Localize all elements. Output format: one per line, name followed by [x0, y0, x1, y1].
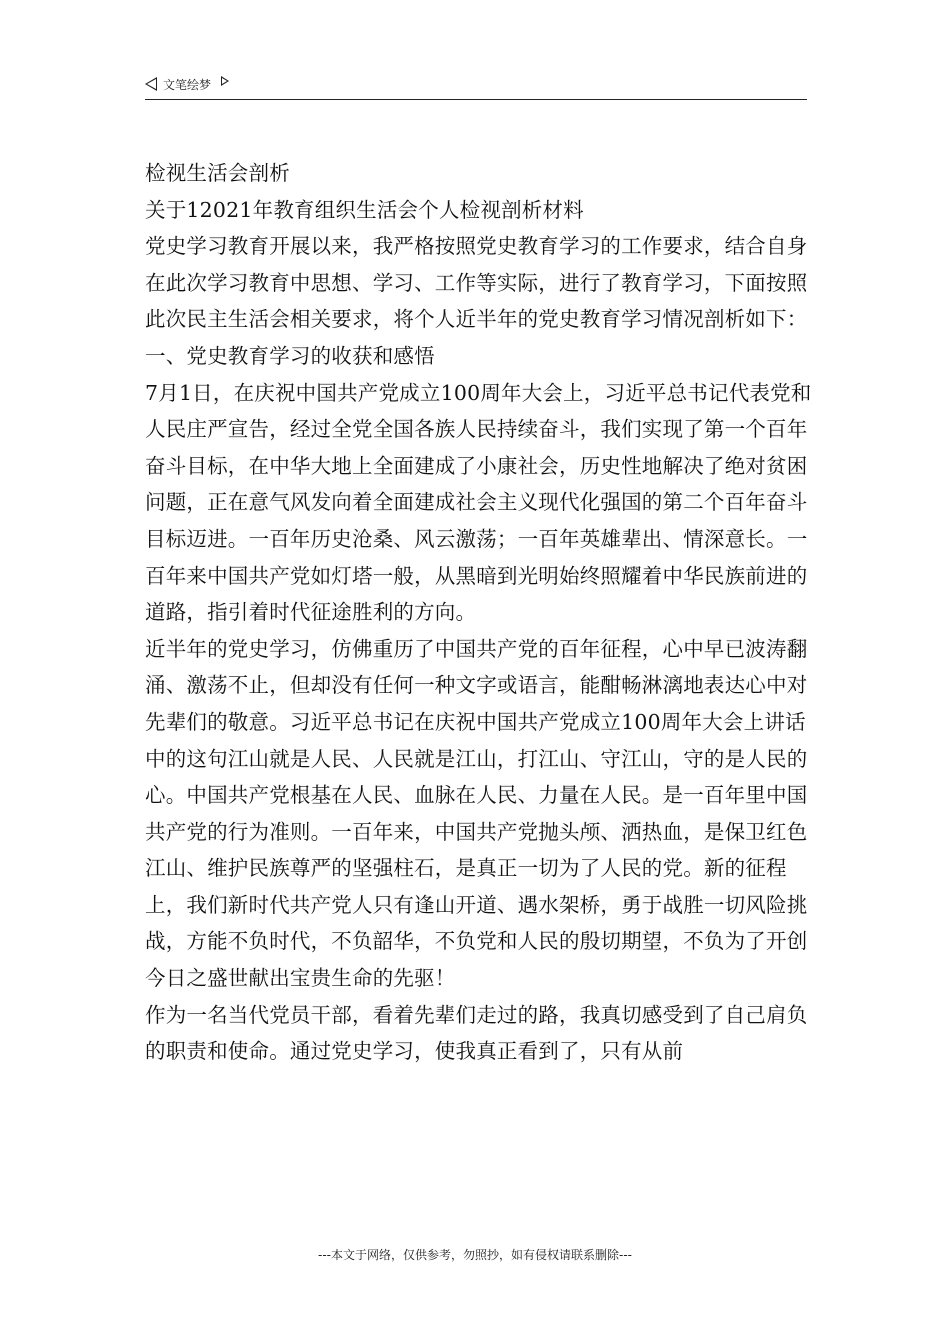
- paragraph-party-member: 作为一名当代党员干部，看着先辈们走过的路，我真切感受到了自己肩负的职责和使命。通过党史学习，使我真正看到了，只有从前: [145, 1002, 808, 1064]
- paragraph-study-reflection: 近半年的党史学习，仿佛重历了中国共产党的百年征程，心中早已波涛翻涌、激荡不止，但却没有任何一种文字或语言，能酣畅淋漓地表达心中对先辈们的敬意。习近平总书记在庆祝中国共产党成立100周年大会上讲话中的这句江山就是人民、人民就是江山，打江山、守江山，守的是人民的心。中国共产党根基在人民、血脉在人民、力量在人民。是一百年里中国共产党的行为准则。一百年来，中国共产党抛头颅、洒热血，是保卫红色江山、维护民族尊严的坚强柱石，是真正一切为了人民的党。新的征程上，我们新时代共产党人只有逢山开道、遇水架桥，勇于战胜一切风险挑战，方能不负时代，不负韶华，不负党和人民的殷切期望，不负为了开创今日之盛世献出宝贵生命的先驱！: [145, 636, 808, 991]
- right-triangle-icon: [221, 76, 229, 86]
- header-brand-row: [145, 72, 807, 96]
- document-subtitle: 关于12021年教育组织生活会个人检视剖析材料: [145, 197, 584, 222]
- left-triangle-icon: [145, 77, 157, 91]
- paragraph-intro: 党史学习教育开展以来，我严格按照党史教育学习的工作要求，结合自身在此次学习教育中思想、学习、工作等实际，进行了教育学习，下面按照此次民主生活会相关要求，将个人近半年的党史教育学习情况剖析如下：: [145, 234, 808, 332]
- header-brand: 文笔绘梦: [163, 77, 212, 92]
- document-body: [145, 155, 815, 1070]
- section-heading: 一、党史教育学习的收获和感悟: [145, 343, 435, 368]
- page-header: [145, 72, 807, 100]
- page-footer: ---本文于网络，仅供参考，勿照抄，如有侵权请联系删除---: [318, 1248, 632, 1262]
- paragraph-centenary: 7月1日，在庆祝中国共产党成立100周年大会上，习近平总书记代表党和人民庄严宣告，经过全党全国各族人民持续奋斗，我们实现了第一个百年奋斗目标，在中华大地上全面建成了小康社会，历史性地解决了绝对贫困问题，正在意气风发向着全面建成社会主义现代化强国的第二个百年奋斗目标迈进。一百年历史沧桑、风云激荡；一百年英雄辈出、情深意长。一百年来中国共产党如灯塔一般，从黑暗到光明始终照耀着中华民族前进的道路，指引着时代征途胜利的方向。: [145, 380, 812, 625]
- document-title: 检视生活会剖析: [145, 161, 290, 185]
